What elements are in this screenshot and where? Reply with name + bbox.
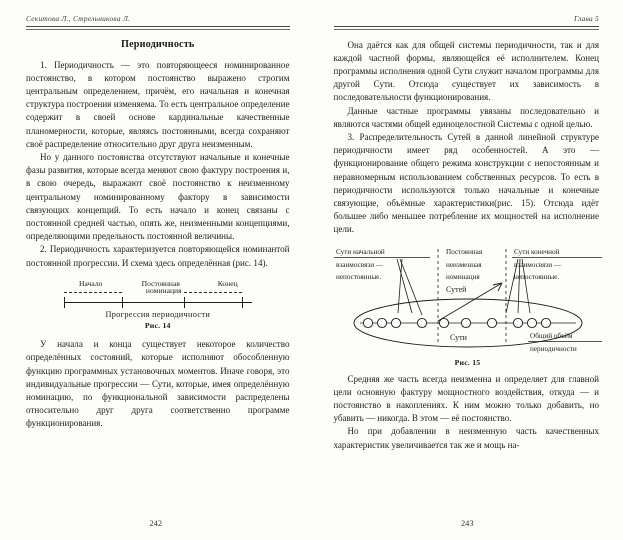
figure-15-node bbox=[527, 318, 536, 327]
figure-15 bbox=[334, 245, 602, 367]
figure-14-tick bbox=[64, 297, 65, 308]
figure-15-node bbox=[417, 318, 426, 327]
figure-14-tick bbox=[122, 297, 123, 308]
figure-15-pointer-left-b bbox=[398, 259, 402, 313]
figure-14-axis bbox=[60, 297, 256, 308]
figure-14-dash-row bbox=[60, 288, 256, 297]
figure-15-node bbox=[363, 318, 372, 327]
figure-15-node bbox=[461, 318, 470, 327]
figure-14 bbox=[60, 279, 256, 330]
figure-15-pointer-right-a bbox=[506, 259, 518, 313]
figure-15-label-inner: Сути bbox=[449, 332, 467, 342]
figure-14-label-middle-line1: Постоянная bbox=[141, 278, 180, 288]
figure-14-label-start: Начало bbox=[79, 278, 103, 288]
figure-15-label-left-line2: взаимосвязи — bbox=[335, 260, 383, 269]
figure-14-label-end: Конец bbox=[217, 278, 238, 288]
figure-14-dashed-segment-left bbox=[64, 292, 122, 293]
figure-15-label-right-line1: Сути конечной bbox=[513, 247, 559, 256]
figure-15-label-bottom-line1: Общий объём bbox=[529, 331, 572, 340]
figure-15-label-right-line3: непостоянные. bbox=[513, 272, 559, 281]
figure-14-caption: Рис. 14 bbox=[144, 321, 171, 331]
figure-15-drawing bbox=[334, 245, 602, 357]
paragraph: Данные частные программы увязаны последовательно и являются частями общей единоцелостной Системы с одной целью. bbox=[333, 105, 599, 129]
figure-15-label-center-line2: неизменная bbox=[445, 260, 482, 269]
figure-15-label-right-line2: взаимосвязи — bbox=[513, 260, 561, 269]
page-title: Периодичность bbox=[121, 38, 195, 50]
figure-14-axis-caption: Прогрессия периодичности bbox=[105, 310, 211, 320]
page-number-right: 243 bbox=[460, 519, 474, 528]
figure-15-label-bottom-line2: периодичности bbox=[529, 344, 577, 353]
paragraph: 3. Распределительность Сутей в данной линейной структуре периодичности имеет ряд особенностей. А это — функционирование общего режима конструкции с непостоянным и неравномерным использованием собственных ресурсов. То есть в периодичности используются только начальные и конечные связующие, объёмные характеристики(рис. 15). Отсюда идёт большее либо меньшее потребление их мощностей на исполнение цели. bbox=[333, 132, 599, 235]
figure-15-node bbox=[541, 318, 550, 327]
figure-15-pointer-left-a bbox=[397, 259, 412, 313]
header-rule-left bbox=[26, 26, 290, 30]
figure-14-axis-line bbox=[64, 302, 252, 303]
paragraph: 1. Периодичность — это повторяющееся номинированное постоянство, в котором постоянство выражено строгим центральным определением, причём, его начальная и конечная структура построения изменяема. То есть центральное определение содержит в своей основе кардинальные качественные планомерности, которые, являясь постоянными, всегда сохраняют своё распределение относительно друг друга неизменным. bbox=[26, 59, 290, 149]
figure-15-label-center-line1: Постоянная bbox=[445, 247, 482, 256]
figure-15-node bbox=[439, 318, 448, 327]
figure-15-label-left-line1: Сути начальной bbox=[335, 247, 385, 256]
figure-15-node bbox=[487, 318, 496, 327]
figure-15-pointer-left-c bbox=[400, 259, 422, 315]
figure-15-node bbox=[377, 318, 386, 327]
figure-15-caption: Рис. 15 bbox=[454, 357, 481, 367]
paragraph: 2. Периодичность характеризуется повторяющейся номинантой постоянной прогрессии. И схема здесь определённая (рис. 14). bbox=[26, 244, 290, 268]
figure-15-node bbox=[391, 318, 400, 327]
figure-15-node bbox=[513, 318, 522, 327]
paragraph: Но у данного постоянства отсутствуют начальные и конечные фазы развития, которые всегда меняют свою фактуру построения и, в свою очередь, выражают своё постоянство к неизменному центральному номинированному фактору в зависимости связующих концепций. То есть начало и конец связаны с постоянной средней частью, опять же, неизменными концепциями, определяющими предельность постоянной величины. bbox=[26, 152, 290, 242]
paragraph: Но при добавлении в неизменную часть качественных характеристик увеличивается так же и мощь на- bbox=[333, 426, 599, 450]
right-page bbox=[312, 0, 623, 540]
figure-14-label-middle-line2: номинация bbox=[145, 286, 182, 296]
paragraph: Она даётся как для общей системы периодичности, так и для каждой частной формы, являющейся её исполнителем. Конец программы исполнения одной Сути служит началом программы для другой Сути. Отсюда существует их зависимость в последовательности функционирования. bbox=[333, 39, 599, 103]
paragraph: У начала и конца существует некоторое количество определённых состояний, которые исполняют обособленную функцию программных установочных моментов. Иначе говоря, это индивидуальные прогрессии — Сути, которые, имея определённую номинацию, по функциональной зависимости распределены относительно друг друга соответственно программе функционирования. bbox=[26, 339, 290, 429]
figure-15-label-center-line3: номинация bbox=[445, 272, 480, 281]
running-head-left: Секитова Л., Стрельникова Л. bbox=[26, 14, 131, 23]
running-head-right: Глава 5 bbox=[574, 14, 599, 23]
figure-14-tick bbox=[242, 297, 243, 308]
figure-14-tick bbox=[184, 297, 185, 308]
page-number-left: 242 bbox=[149, 519, 163, 528]
figure-15-label-center-line4: Сутей bbox=[445, 284, 466, 294]
paragraph: Средняя же часть всегда неизменна и определяет для главной цели основную фактуру мощностного воздействия, откуда — и постоянство в накоплениях. К ним можно только добавить, но убавить — никогда. В этом — её постоянство. bbox=[333, 373, 599, 424]
figure-15-label-left-line3: непостоянные. bbox=[335, 272, 381, 281]
header-rule-right bbox=[334, 26, 600, 30]
